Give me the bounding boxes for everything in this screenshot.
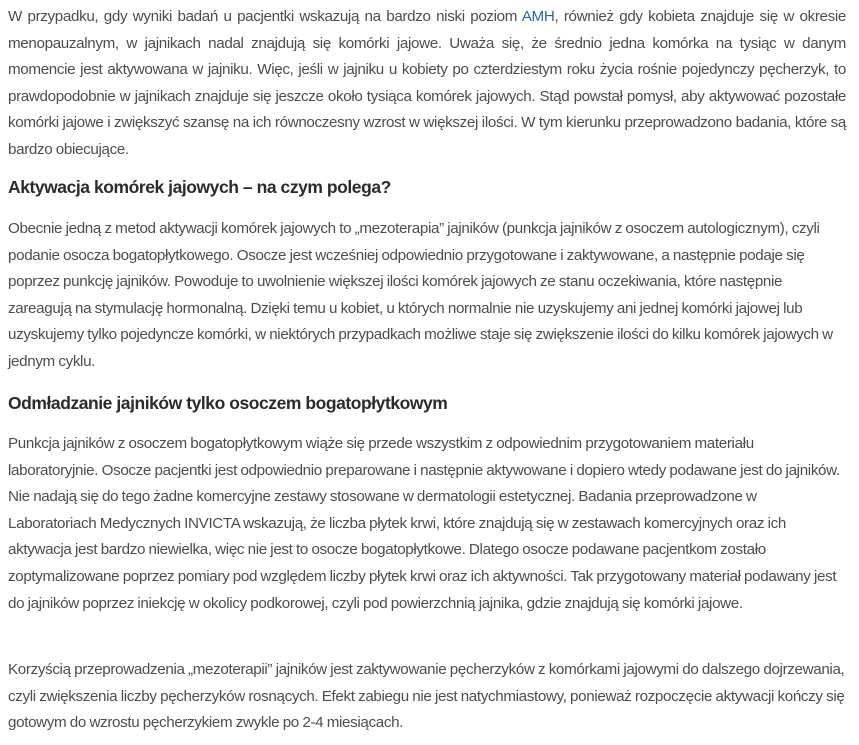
section-heading-rejuvenation: Odmładzanie jajników tylko osoczem bogatopłytkowym [8,393,448,413]
intro-text-end: , również gdy kobieta znajduje się w okresie menopauzalnym, w jajnikach nadal znajdują się komórki jajowe. Uważa się, że średnio jedna komórka na tysiąc w danym momencie jest aktywowana w jajniku. Więc, jeśli w jajniku u kobiety po czterdziestym roku życia rośnie pojedynczy pęcherzyk, to prawdopodobnie w jajnikach znajduje się jeszcze około tysiąca komórek jajowych. Stąd powstał pomysł, aby aktywować pozostałe komórki jajowe i zwiększyć szansę na ich równoczesny wzrost w większej ilości. W tym kierunku przeprowadzono badania, które są bardzo obiecujące. [8,8,846,158]
amh-link[interactable]: AMH [521,8,555,25]
intro-paragraph [8,4,846,164]
intro-text-start: W przypadku, gdy wyniki badań u pacjentki wskazują na bardzo niski poziom [8,8,522,25]
activation-paragraph: Obecnie jedną z metod aktywacji komórek jajowych to „mezoterapia” jajników (punkcja jajników z osoczem autologicznym), czyli podanie osocza bogatopłytkowego. Osocze jest wcześniej odpowiednio przygotowane i zaktywowane, a następnie podaje się poprzez punkcję jajników. Powoduje to uwolnienie większej ilości komórek jajowych ze stanu oczekiwania, które następnie zareagują na stymulację hormonalną. Dzięki temu u kobiet, u których normalnie nie uzyskujemy ani jednej komórki jajowej lub uzyskujemy tylko pojedyncze komórki, w niektórych przypadkach możliwe staje się zwiększenie ilości do kilku komórek jajowych w jednym cyklu. [8,220,833,370]
section-heading-activation: Aktywacja komórek jajowych – na czym polega? [8,177,391,197]
benefit-paragraph: Korzyścią przeprowadzenia „mezoterapii” jajników jest zaktywowanie pęcherzyków z komórkami jajowymi do dalszego dojrzewania, czyli zwiększenia liczby pęcherzyków rosnących. Efekt zabiegu nie jest natychmiastowy, ponieważ rozpoczęcie aktywacji kończy się gotowym do wzrostu pęcherzykiem zwykle po 2-4 miesiącach. [8,661,845,732]
rejuvenation-paragraph: Punkcja jajników z osoczem bogatopłytkowym wiąże się przede wszystkim z odpowiednim przygotowaniem materiału laboratoryjnie. Osocze pacjentki jest odpowiednio preparowane i następnie aktywowane i dopiero wtedy podawane jest do jajników. Nie nadają się do tego żadne komercyjne zestawy stosowane w dermatologii estetycznej. Badania przeprowadzone w Laboratoriach Medycznych INVICTA wskazują, że liczba płytek krwi, które znajdują się w zestawach komercyjnych oraz ich aktywacja jest bardzo niewielka, więc nie jest to osocze bogatopłytkowe. Dlatego osocze podawane pacjentkom zostało zoptymalizowane poprzez pomiary pod względem liczby płytek krwi oraz ich aktywności. Tak przygotowany materiał podawany jest do jajników poprzez iniekcję w okolicy podkorowej, czyli pod powierzchnią jajnika, gdzie znajdują się komórki jajowe. [8,435,840,612]
